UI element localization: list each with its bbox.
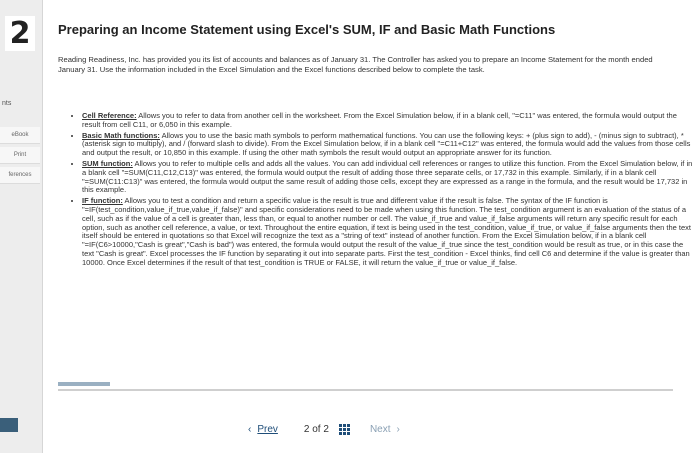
bullet-text: Allows you to use the basic math symbols to perform mathematical functions. You can use the following keys: + (plus sign to add), - (minus sign to subtract), * (asterisk sign to multiply), and / (forward slash to divide). From the Excel Simulation below, if in a blank cell "=C11+C12" was entered, the formula would add the values from those cells and output the result, or 10,850 in this example. If using the other math symbols the result would output an appropriate answer for its function. (82, 130, 691, 158)
chevron-right-icon[interactable]: › (396, 423, 400, 435)
sidebar-header: nts (2, 100, 12, 107)
references-button[interactable]: ferences (0, 167, 40, 184)
scrollbar-thumb[interactable] (58, 382, 110, 386)
intro-paragraph: Reading Readiness, Inc. has provided you its list of accounts and balances as of January 31. The Controller has asked you to prepare an Income Statement for the month ended January 31. Use the information included in the Excel Simulation and the Excel functions described below to complete the task. (58, 55, 653, 74)
page-title: Preparing an Income Statement using Excel's SUM, IF and Basic Math Functions (58, 22, 556, 37)
bullet-term: Basic Math functions: (82, 130, 160, 140)
bullet-term: Cell Reference: (82, 111, 137, 120)
bullet-text: Allows you to refer to data from another cell in the worksheet. From the Excel Simulation below, if in a blank cell, "=C11" was entered, the formula would output the result from cell C11, or 6,050 in this example. (82, 111, 677, 129)
horizontal-scrollbar[interactable] (58, 380, 673, 391)
bullet-term: SUM function: (82, 158, 133, 168)
ebook-button[interactable]: eBook (0, 127, 40, 144)
bullet-term: IF function: (82, 196, 123, 206)
grid-icon[interactable] (339, 424, 350, 435)
sidebar-marker (0, 418, 18, 432)
bullet-text: Allows you to test a condition and return a specific value is the result is true and different value if the result is false. The syntax of the IF function is "=IF(test_condition,value_if_true,value_if_false)" and specific considerations need to be made when using this function. The test_condition argument is an evaluation of the status of a cell, such as if the value of a cell is greater than, less than, or equal to another number or cell. The value_if_true and value_if_false arguments will return any specific result for each option, such as another cell reference, a value, or text. Throughout the entire equation, if text is being used in the test_condition, value_if_true, or value_if_false arguments then the text itself should be entered in quotations so that Excel will recognize the text as a "string of text" instead of another function. From the Excel Simulation below, if in a blank cell "=IF(C6>10000,"Cash is great","Cash is bad") was entered, the formula would output the result of the value_if_true since the test_condition would be result as true, or in this case the text "Cash is great". Excel processes the IF function by separating it out into separate parts. First the test_condition - Excel thinks, find cell C6 and determine if the value is greater than 10000. Once Excel determines if the result of that test_condition is TRUE or FALSE, it will return the value_if_true or value_if_false. (82, 196, 691, 267)
next-button[interactable]: Next (369, 423, 391, 435)
bullet-text: Allows you to refer to multiple cells and adds all the values. You can add individual cell references or ranges to utilize this function. From the Excel Simulation below, if in a blank cell "=SUM(C11,C12,C13)" was entered, the formula would output the result of adding those three separate cells, or 17,732 in this example. Similarly, if in a blank cell "=SUM(C11:C13)" was entered, the formula would output the same result of adding those cells, except they are expressed as a range in the formula, and the result would be 17,732 in this example. (82, 158, 693, 195)
print-button[interactable]: Print (0, 147, 40, 164)
question-number: 2 (5, 16, 35, 51)
left-sidebar (0, 0, 43, 453)
list-item (82, 112, 697, 130)
pagination (248, 418, 400, 440)
list-item (82, 160, 697, 195)
page-indicator: 2 of 2 (303, 423, 329, 435)
chevron-left-icon[interactable]: ‹ (248, 423, 252, 435)
list-item (82, 132, 697, 158)
list-item (82, 197, 697, 267)
prev-button[interactable]: Prev (257, 423, 278, 435)
function-list (70, 112, 697, 270)
